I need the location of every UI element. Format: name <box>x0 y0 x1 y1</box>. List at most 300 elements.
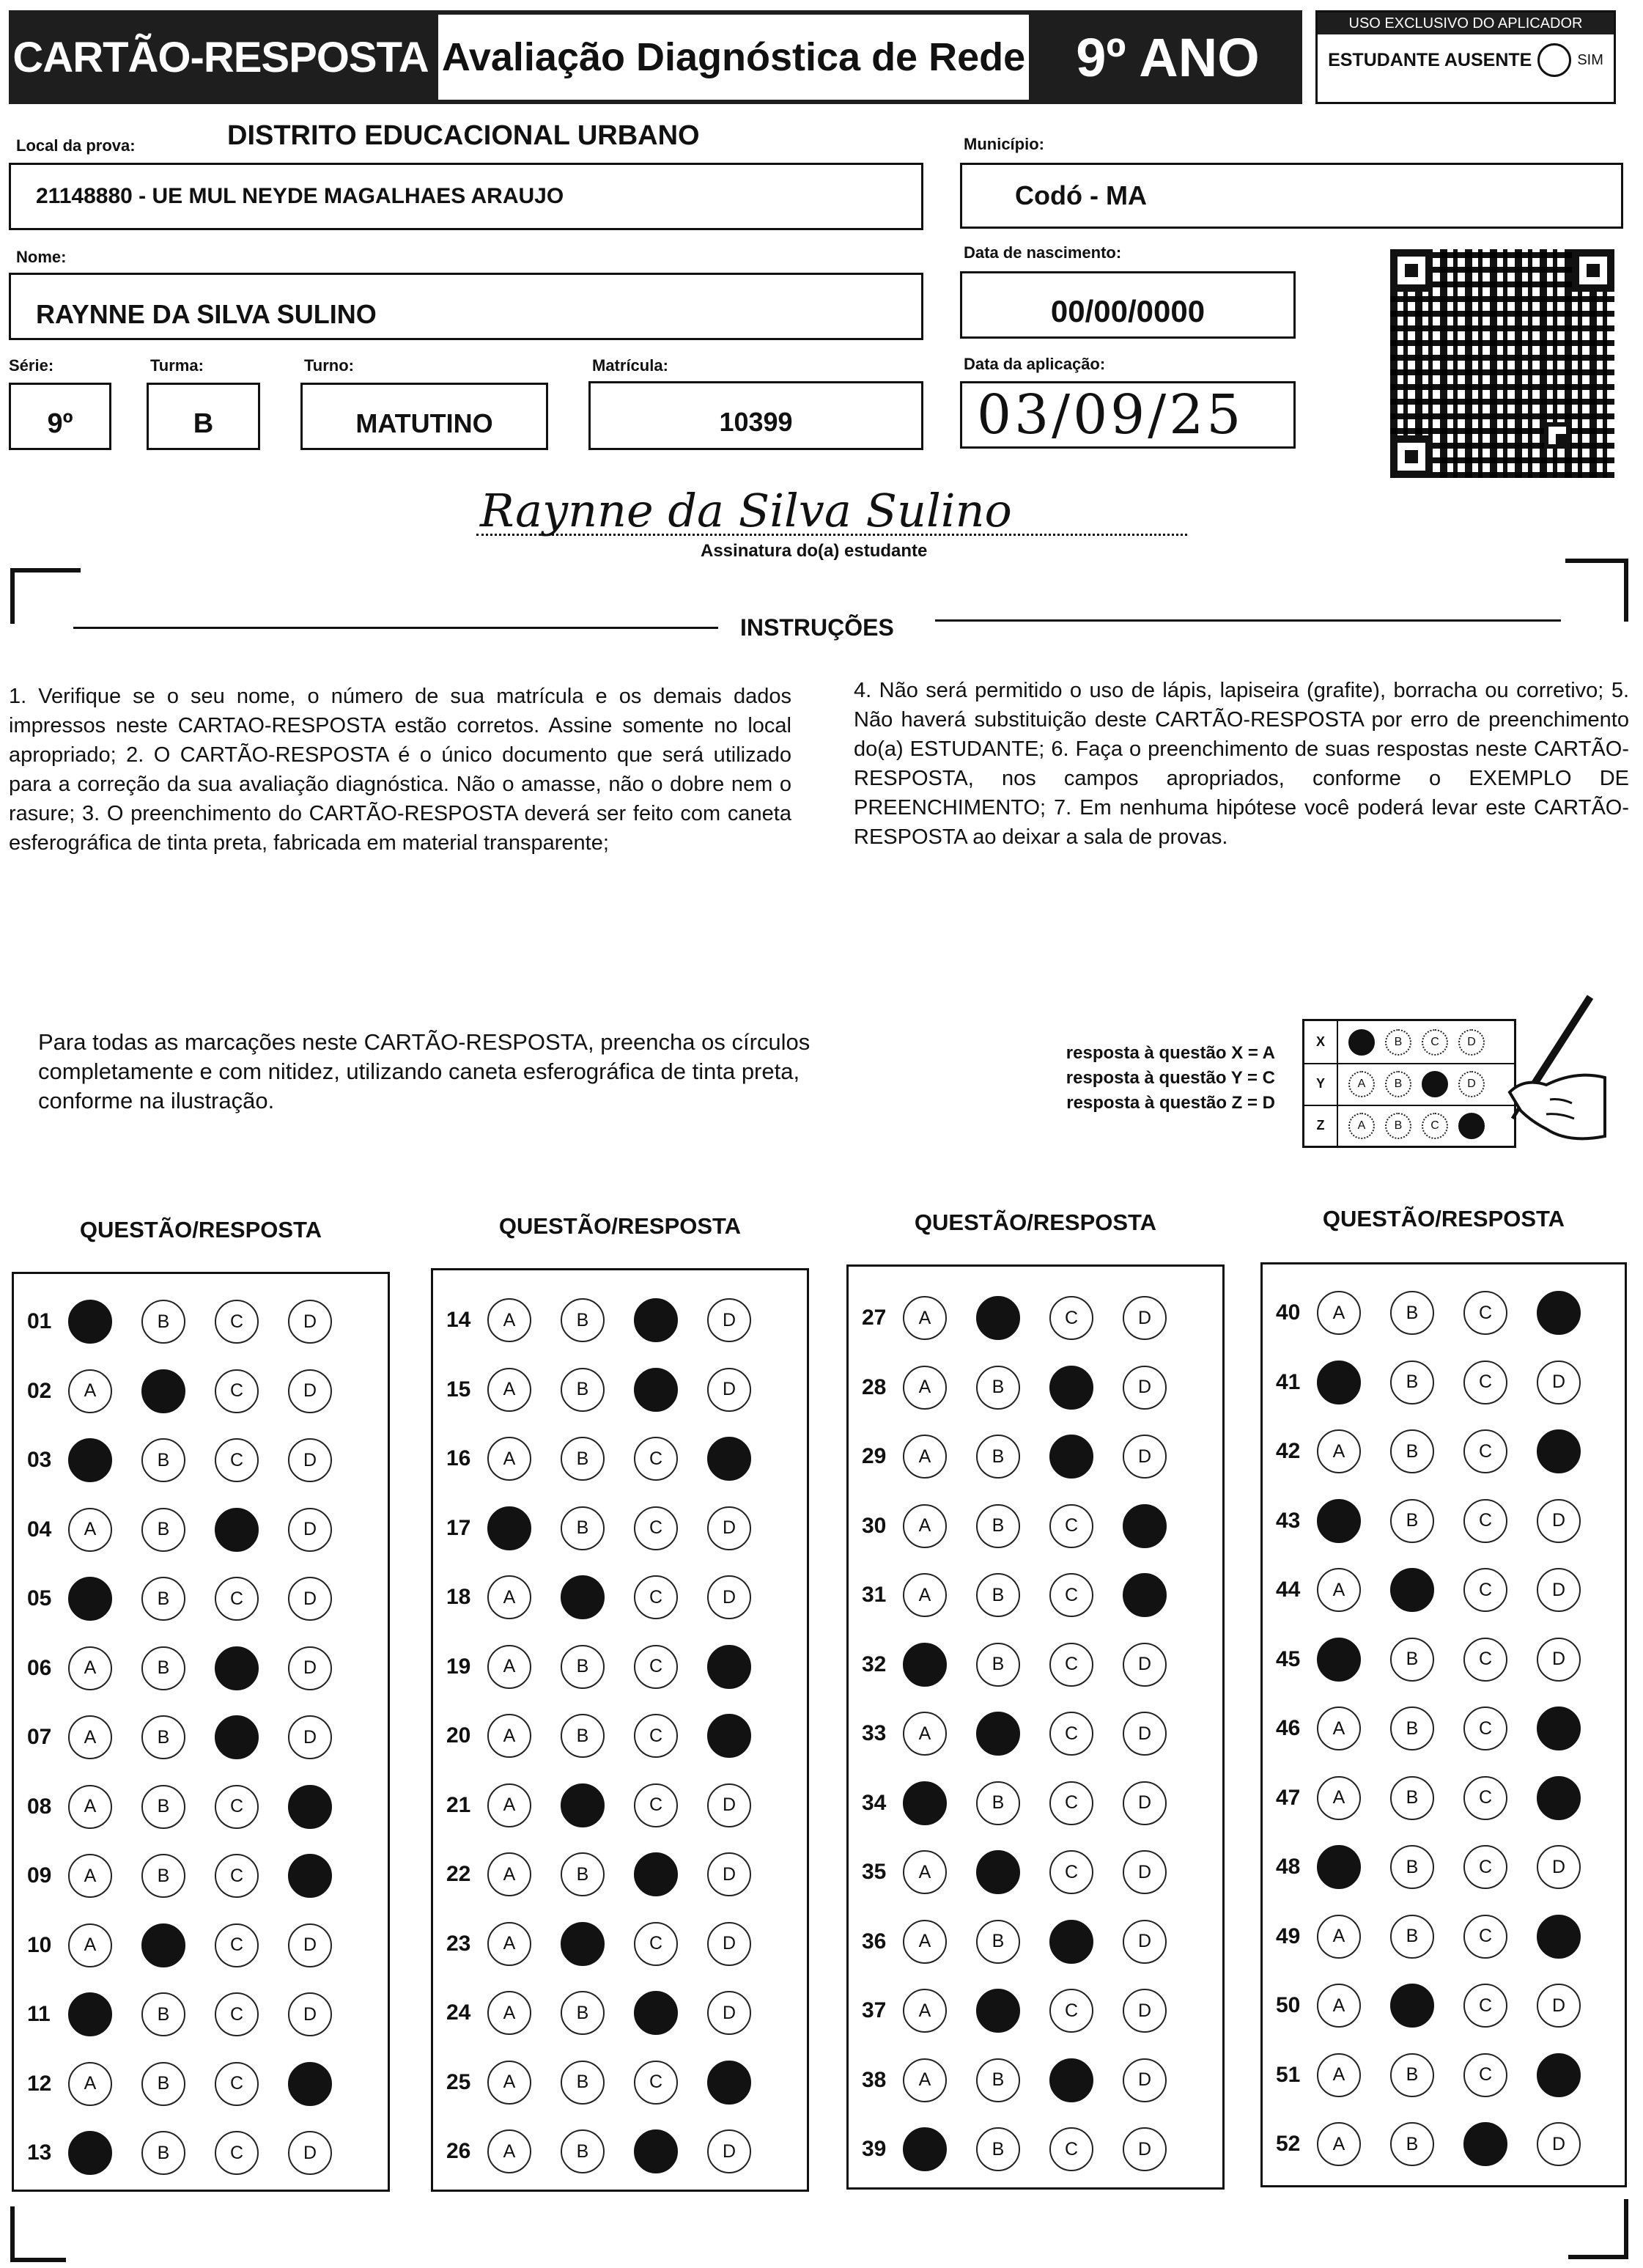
answer-bubble-b[interactable]: B <box>141 2062 185 2106</box>
answer-bubble-b[interactable]: B <box>561 1991 605 2035</box>
question-number: 21 <box>446 1792 471 1817</box>
answer-bubble-c[interactable]: C <box>1463 1429 1507 1473</box>
question-row <box>1263 1291 1625 1335</box>
example-bubble-d: D <box>1458 1071 1485 1097</box>
answer-bubble-d[interactable] <box>288 2062 332 2106</box>
answer-bubble-d[interactable] <box>707 1437 751 1481</box>
answer-bubble-d[interactable]: D <box>1123 1643 1167 1687</box>
question-number: 39 <box>862 2137 887 2161</box>
answer-bubble-a[interactable]: A <box>68 1785 112 1829</box>
answer-bubble-b[interactable] <box>976 1989 1020 2033</box>
answer-bubble-c[interactable] <box>634 1991 678 2035</box>
answer-bubble-c[interactable]: C <box>215 2131 259 2175</box>
answer-bubble-c[interactable]: C <box>1463 1361 1507 1404</box>
answer-bubble-b[interactable]: B <box>1390 1845 1434 1889</box>
answer-bubble-b[interactable]: B <box>1390 1915 1434 1959</box>
question-number: 16 <box>446 1446 471 1470</box>
answer-bubble-b[interactable]: B <box>561 1852 605 1896</box>
answer-column <box>12 1272 390 2192</box>
example-bubble-a: A <box>1348 1113 1375 1139</box>
answer-bubble-b[interactable]: B <box>561 1506 605 1550</box>
answer-bubble-a[interactable]: A <box>68 2062 112 2106</box>
answer-bubble-a[interactable] <box>903 1781 947 1825</box>
answer-bubble-d[interactable]: D <box>1123 1920 1167 1964</box>
answer-bubble-c[interactable] <box>1049 2058 1093 2102</box>
answer-bubble-d[interactable]: D <box>288 1369 332 1413</box>
answer-bubble-c[interactable]: C <box>1049 1643 1093 1687</box>
answer-bubble-b[interactable] <box>976 1296 1020 1340</box>
answer-bubble-a[interactable]: A <box>903 1504 947 1548</box>
question-number: 38 <box>862 2067 887 2092</box>
answer-bubble-c[interactable]: C <box>215 1854 259 1898</box>
answer-bubble-a[interactable]: A <box>903 1435 947 1479</box>
instructions-rule-left <box>73 627 718 629</box>
answer-bubble-c[interactable] <box>1049 1920 1093 1964</box>
answer-bubble-b[interactable]: B <box>141 1646 185 1690</box>
answer-bubble-d[interactable]: D <box>1537 1361 1581 1404</box>
nascimento-label: Data de nascimento: <box>964 243 1122 262</box>
answer-bubble-d[interactable]: D <box>288 1300 332 1344</box>
answer-bubble-a[interactable] <box>1317 1845 1361 1889</box>
question-number: 05 <box>27 1586 52 1610</box>
answer-bubble-c[interactable]: C <box>1049 1850 1093 1894</box>
answer-bubble-a[interactable]: A <box>68 1923 112 1967</box>
answer-bubble-b[interactable]: B <box>561 1437 605 1481</box>
question-row <box>433 1437 807 1481</box>
answer-bubble-c[interactable]: C <box>634 1922 678 1966</box>
matricula-value: 10399 <box>719 407 793 437</box>
answer-bubble-a[interactable]: A <box>903 1920 947 1964</box>
answer-bubble-b[interactable]: B <box>561 2129 605 2173</box>
example-bubble-b: B <box>1385 1071 1411 1097</box>
answer-bubble-b[interactable] <box>561 1922 605 1966</box>
answer-bubble-a[interactable] <box>1317 1499 1361 1543</box>
answer-bubble-d[interactable]: D <box>1123 1366 1167 1410</box>
answer-bubble-c[interactable]: C <box>1463 1915 1507 1959</box>
answer-bubble-b[interactable]: B <box>141 1785 185 1829</box>
answer-bubble-a[interactable]: A <box>68 1715 112 1759</box>
answer-bubble-a[interactable]: A <box>1317 1706 1361 1750</box>
question-number: 40 <box>1276 1300 1301 1325</box>
signature-line <box>476 534 1187 536</box>
answer-bubble-a[interactable]: A <box>1317 1568 1361 1612</box>
corner-bottom-right <box>1568 2199 1628 2259</box>
question-number: 41 <box>1276 1369 1301 1394</box>
answer-bubble-c[interactable]: C <box>1049 1712 1093 1756</box>
answer-bubble-d[interactable] <box>707 2061 751 2105</box>
answer-bubble-a[interactable]: A <box>487 1714 531 1758</box>
answer-bubble-c[interactable]: C <box>1049 1573 1093 1617</box>
answer-bubble-a[interactable]: A <box>487 1852 531 1896</box>
question-row <box>433 2129 807 2173</box>
question-row <box>1263 1915 1625 1959</box>
answer-bubble-b[interactable] <box>1390 1568 1434 1612</box>
answer-bubble-c[interactable] <box>1049 1435 1093 1479</box>
answer-bubble-c[interactable]: C <box>1463 1984 1507 2028</box>
answer-bubble-d[interactable] <box>1537 1291 1581 1335</box>
instructions-title: INSTRUÇÕES <box>740 614 894 641</box>
question-row <box>433 1575 807 1619</box>
question-number: 14 <box>446 1308 471 1332</box>
answer-bubble-b[interactable] <box>141 1369 185 1413</box>
answer-bubble-b[interactable]: B <box>1390 1361 1434 1404</box>
answer-bubble-a[interactable] <box>903 1643 947 1687</box>
answer-bubble-c[interactable]: C <box>1463 1845 1507 1889</box>
answer-bubble-b[interactable]: B <box>561 1298 605 1342</box>
question-number: 26 <box>446 2139 471 2163</box>
answer-bubble-c[interactable]: C <box>1463 1776 1507 1820</box>
answer-bubble-b[interactable]: B <box>976 1504 1020 1548</box>
answer-bubble-d[interactable]: D <box>1123 1850 1167 1894</box>
answer-bubble-c[interactable]: C <box>634 1645 678 1689</box>
answer-bubble-c[interactable]: C <box>634 1783 678 1827</box>
answer-bubble-d[interactable] <box>1123 1504 1167 1548</box>
answer-bubble-b[interactable]: B <box>976 1920 1020 1964</box>
turma-value: B <box>193 408 214 439</box>
answer-bubble-d[interactable] <box>1537 2053 1581 2097</box>
answer-bubble-a[interactable]: A <box>68 1369 112 1413</box>
answer-bubble-b[interactable] <box>1390 1984 1434 2028</box>
answer-bubble-b[interactable]: B <box>1390 2053 1434 2097</box>
answer-bubble-d[interactable]: D <box>288 1438 332 1482</box>
question-row <box>1263 1706 1625 1750</box>
answer-bubble-d[interactable] <box>288 1854 332 1898</box>
answer-bubble-d[interactable] <box>707 1714 751 1758</box>
answer-bubble-b[interactable]: B <box>141 1300 185 1344</box>
question-row <box>433 1991 807 2035</box>
question-row <box>849 1781 1222 1825</box>
answer-bubble-c[interactable] <box>215 1715 259 1759</box>
question-row <box>14 1438 388 1482</box>
answer-bubble-d[interactable]: D <box>1537 1568 1581 1612</box>
question-row <box>433 1783 807 1827</box>
question-number: 29 <box>862 1444 887 1468</box>
question-number: 04 <box>27 1517 52 1542</box>
question-row <box>433 1506 807 1550</box>
answer-bubble-d[interactable]: D <box>1123 2058 1167 2102</box>
instructions-left: 1. Verifique se o seu nome, o número de sua matrícula e os demais dados impressos neste CARTAO-RESPOSTA estão corretos. Assine somente no local apropriado; 2. O CARTÃO-RESPOSTA é o único documento que será utilizado para a correção da sua avaliação diagnóstica. Não o amasse, não o dobre nem o rasure; 3. O preenchimento do CARTÃO-RESPOSTA deverá ser feito com caneta esferográfica de tinta preta, fabricada em material transparente; <box>9 685 791 855</box>
answer-bubble-a[interactable]: A <box>903 2058 947 2102</box>
answer-bubble-d[interactable]: D <box>707 1922 751 1966</box>
question-row <box>1263 1845 1625 1889</box>
answer-bubble-b[interactable]: B <box>1390 1776 1434 1820</box>
answer-bubble-d[interactable]: D <box>707 1298 751 1342</box>
answer-bubble-d[interactable]: D <box>1123 1296 1167 1340</box>
district-name: DISTRITO EDUCACIONAL URBANO <box>227 120 700 151</box>
answer-bubble-c[interactable]: C <box>215 1369 259 1413</box>
answer-bubble-d[interactable]: D <box>288 1715 332 1759</box>
nome-field <box>9 273 923 340</box>
question-row <box>14 1992 388 2036</box>
answer-bubble-a[interactable] <box>1317 1638 1361 1682</box>
answer-bubble-d[interactable]: D <box>1123 1781 1167 1825</box>
answer-bubble-c[interactable]: C <box>1049 1989 1093 2033</box>
answer-bubble-a[interactable] <box>68 2131 112 2175</box>
answer-bubble-a[interactable] <box>68 1577 112 1621</box>
answer-bubble-b[interactable]: B <box>976 1781 1020 1825</box>
question-number: 51 <box>1276 2062 1301 2087</box>
answer-bubble-c[interactable]: C <box>215 1577 259 1621</box>
answer-bubble-b[interactable]: B <box>141 1992 185 2036</box>
answer-bubble-d[interactable]: D <box>288 1508 332 1552</box>
answer-bubble-a[interactable]: A <box>487 2061 531 2105</box>
answer-bubble-d[interactable] <box>1123 1573 1167 1617</box>
answer-bubble-d[interactable] <box>1537 1776 1581 1820</box>
answer-bubble-d[interactable]: D <box>1123 1989 1167 2033</box>
answer-bubble-a[interactable]: A <box>1317 2053 1361 2097</box>
corner-top-left <box>10 568 81 624</box>
answer-bubble-b[interactable]: B <box>561 1645 605 1689</box>
question-row <box>14 1715 388 1759</box>
question-row <box>433 1645 807 1689</box>
answer-bubble-c[interactable]: C <box>1049 1781 1093 1825</box>
question-row <box>1263 1429 1625 1473</box>
answer-bubble-d[interactable]: D <box>1537 1499 1581 1543</box>
answer-bubble-a[interactable]: A <box>487 2129 531 2173</box>
answer-bubble-b[interactable]: B <box>976 1643 1020 1687</box>
example-bubble-b: B <box>1385 1029 1411 1056</box>
answer-bubble-c[interactable]: C <box>215 2062 259 2106</box>
serie-label: Série: <box>9 356 54 375</box>
answer-bubble-b[interactable] <box>141 1923 185 1967</box>
answer-bubble-b[interactable]: B <box>141 1577 185 1621</box>
answer-bubble-c[interactable]: C <box>1463 2053 1507 2097</box>
answer-bubble-c[interactable]: C <box>215 1992 259 2036</box>
column-title: QUESTÃO/RESPOSTA <box>914 1210 1157 1235</box>
question-number: 24 <box>446 2000 471 2025</box>
answer-bubble-c[interactable] <box>634 1852 678 1896</box>
question-number: 36 <box>862 1929 887 1954</box>
answer-bubble-c[interactable]: C <box>1463 1291 1507 1335</box>
answer-bubble-d[interactable]: D <box>288 1992 332 2036</box>
answer-bubble-d[interactable]: D <box>288 1577 332 1621</box>
answer-bubble-b[interactable]: B <box>976 1573 1020 1617</box>
question-row <box>849 2058 1222 2102</box>
question-row <box>849 1850 1222 1894</box>
answer-column <box>846 1264 1225 2190</box>
question-number: 37 <box>862 1998 887 2022</box>
example-row-key: Y <box>1304 1063 1338 1105</box>
local-value: 21148880 - UE MUL NEYDE MAGALHAES ARAUJO <box>36 184 564 208</box>
answer-bubble-c[interactable]: C <box>1049 2127 1093 2171</box>
question-number: 33 <box>862 1721 887 1745</box>
answer-bubble-a[interactable]: A <box>487 1368 531 1412</box>
question-row <box>14 1785 388 1829</box>
answer-bubble-a[interactable]: A <box>487 1575 531 1619</box>
answer-bubble-a[interactable]: A <box>487 1298 531 1342</box>
answer-bubble-a[interactable]: A <box>1317 2122 1361 2166</box>
municipio-value: Codó - MA <box>1015 180 1147 210</box>
question-number: 42 <box>1276 1439 1301 1463</box>
answer-bubble-b[interactable] <box>976 1850 1020 1894</box>
absent-row <box>1318 34 1614 86</box>
answer-bubble-d[interactable]: D <box>1537 2122 1581 2166</box>
answer-bubble-d[interactable]: D <box>707 1575 751 1619</box>
answer-bubble-b[interactable]: B <box>976 1435 1020 1479</box>
answer-bubble-a[interactable]: A <box>1317 1984 1361 2028</box>
answer-bubble-a[interactable] <box>1317 1361 1361 1404</box>
answer-column <box>431 1268 809 2192</box>
answer-bubble-a[interactable]: A <box>1317 1776 1361 1820</box>
answer-bubble-c[interactable] <box>215 1646 259 1690</box>
question-row <box>433 1852 807 1896</box>
answer-bubble-d[interactable]: D <box>1123 1435 1167 1479</box>
answer-bubble-b[interactable]: B <box>141 2131 185 2175</box>
qr-code <box>1390 249 1614 478</box>
serie-field <box>9 383 111 450</box>
answer-bubble-a[interactable]: A <box>1317 1915 1361 1959</box>
question-row <box>849 1366 1222 1410</box>
answer-bubble-b[interactable]: B <box>976 1366 1020 1410</box>
answer-bubble-c[interactable] <box>215 1508 259 1552</box>
answer-bubble-d[interactable]: D <box>707 1506 751 1550</box>
answer-bubble-c[interactable]: C <box>634 1714 678 1758</box>
answer-bubble-c[interactable]: C <box>1463 1568 1507 1612</box>
answer-bubble-a[interactable] <box>487 1506 531 1550</box>
answer-bubble-a[interactable]: A <box>68 1646 112 1690</box>
answer-bubble-a[interactable]: A <box>487 1991 531 2035</box>
question-row <box>1263 1499 1625 1543</box>
turno-field <box>300 383 548 450</box>
answer-bubble-b[interactable]: B <box>141 1438 185 1482</box>
answer-bubble-a[interactable] <box>68 1300 112 1344</box>
answer-bubble-c[interactable]: C <box>215 1923 259 1967</box>
answer-bubble-c[interactable] <box>634 1368 678 1412</box>
question-number: 47 <box>1276 1785 1301 1810</box>
column-title: QUESTÃO/RESPOSTA <box>498 1213 742 1239</box>
answer-bubble-d[interactable]: D <box>707 1783 751 1827</box>
answer-bubble-a[interactable]: A <box>1317 1429 1361 1473</box>
question-row <box>14 1646 388 1690</box>
example-text: Para todas as marcações neste CARTÃO-RESPOSTA, preencha os círculos completamente e com nitidez, utilizando caneta esferográfica de tinta preta, conforme na ilustração. <box>38 1029 811 1113</box>
answer-bubble-c[interactable]: C <box>1463 1706 1507 1750</box>
question-row <box>433 1298 807 1342</box>
question-number: 52 <box>1276 2132 1301 2156</box>
answer-bubble-d[interactable] <box>707 1645 751 1689</box>
question-number: 02 <box>27 1378 52 1403</box>
question-number: 06 <box>27 1655 52 1680</box>
answer-bubble-c[interactable] <box>1049 1366 1093 1410</box>
answer-bubble-c[interactable]: C <box>634 1437 678 1481</box>
answer-bubble-c[interactable]: C <box>1463 1499 1507 1543</box>
answer-bubble-a[interactable]: A <box>1317 1291 1361 1335</box>
answer-bubble-d[interactable]: D <box>707 2129 751 2173</box>
answer-bubble-d[interactable]: D <box>707 1368 751 1412</box>
answer-bubble-c[interactable]: C <box>215 1300 259 1344</box>
answer-bubble-a[interactable]: A <box>903 1850 947 1894</box>
answer-bubble-d[interactable] <box>1537 1706 1581 1750</box>
answer-bubble-c[interactable] <box>634 1298 678 1342</box>
answer-bubble-a[interactable]: A <box>487 1783 531 1827</box>
answer-bubble-a[interactable]: A <box>903 1296 947 1340</box>
answer-bubble-b[interactable] <box>561 1575 605 1619</box>
answer-bubble-d[interactable]: D <box>288 1923 332 1967</box>
nome-label: Nome: <box>16 248 67 266</box>
question-row <box>849 1573 1222 1617</box>
answer-bubble-a[interactable]: A <box>68 1508 112 1552</box>
answer-bubble-d[interactable] <box>1537 1429 1581 1473</box>
answer-bubble-b[interactable]: B <box>141 1715 185 1759</box>
answer-bubble-b[interactable]: B <box>561 1714 605 1758</box>
answer-bubble-a[interactable]: A <box>68 1854 112 1898</box>
answer-bubble-d[interactable]: D <box>288 1646 332 1690</box>
answer-bubble-d[interactable]: D <box>288 2131 332 2175</box>
answer-bubble-c[interactable]: C <box>1049 1296 1093 1340</box>
answer-bubble-c[interactable]: C <box>1049 1504 1093 1548</box>
answer-bubble-b[interactable]: B <box>561 1368 605 1412</box>
answer-bubble-c[interactable]: C <box>634 1575 678 1619</box>
answer-bubble-a[interactable] <box>68 1438 112 1482</box>
answer-bubble-c[interactable]: C <box>1463 1638 1507 1682</box>
answer-bubble-b[interactable]: B <box>141 1854 185 1898</box>
example-bubble-c <box>1422 1071 1448 1097</box>
question-row <box>14 1854 388 1898</box>
answer-bubble-d[interactable] <box>288 1785 332 1829</box>
answer-bubble-d[interactable] <box>1537 1915 1581 1959</box>
answer-bubble-d[interactable]: D <box>1537 1845 1581 1889</box>
answer-bubble-b[interactable]: B <box>1390 1429 1434 1473</box>
answer-bubble-a[interactable]: A <box>487 1437 531 1481</box>
answer-bubble-c[interactable]: C <box>215 1785 259 1829</box>
answer-bubble-c[interactable] <box>634 2129 678 2173</box>
card-title: CARTÃO-RESPOSTA <box>9 10 432 104</box>
answer-bubble-a[interactable]: A <box>487 1645 531 1689</box>
answer-bubble-d[interactable]: D <box>1123 2127 1167 2171</box>
answer-bubble-b[interactable]: B <box>1390 2122 1434 2166</box>
question-row <box>849 1643 1222 1687</box>
corner-bottom-left <box>10 2206 66 2262</box>
answer-bubble-c[interactable]: C <box>634 2061 678 2105</box>
answer-bubble-b[interactable]: B <box>1390 1638 1434 1682</box>
answer-bubble-c[interactable]: C <box>215 1438 259 1482</box>
column-title: QUESTÃO/RESPOSTA <box>1322 1206 1565 1231</box>
answer-bubble-d[interactable]: D <box>707 1991 751 2035</box>
applicator-box <box>1315 10 1616 104</box>
turno-label: Turno: <box>304 356 355 375</box>
question-number: 22 <box>446 1862 471 1886</box>
answer-bubble-b[interactable]: B <box>1390 1706 1434 1750</box>
question-row <box>14 2062 388 2106</box>
question-row <box>433 1922 807 1966</box>
answer-bubble-b[interactable]: B <box>1390 1499 1434 1543</box>
answer-bubble-d[interactable]: D <box>707 1852 751 1896</box>
answer-bubble-a[interactable] <box>68 1992 112 2036</box>
answer-bubble-a[interactable]: A <box>903 1366 947 1410</box>
answer-bubble-b[interactable] <box>561 1783 605 1827</box>
answer-bubble-a[interactable] <box>903 2127 947 2171</box>
answer-bubble-b[interactable]: B <box>976 2127 1020 2171</box>
absent-checkbox[interactable] <box>1537 43 1571 77</box>
answer-bubble-a[interactable]: A <box>903 1989 947 2033</box>
answer-bubble-c[interactable]: C <box>634 1506 678 1550</box>
answer-bubble-d[interactable]: D <box>1537 1984 1581 2028</box>
question-number: 19 <box>446 1654 471 1679</box>
answer-bubble-a[interactable]: A <box>903 1712 947 1756</box>
absent-label: ESTUDANTE AUSENTE <box>1328 49 1532 70</box>
answer-bubble-d[interactable]: D <box>1123 1712 1167 1756</box>
aplicacao-value: 03/09/25 <box>977 383 1244 446</box>
answer-bubble-b[interactable] <box>976 1712 1020 1756</box>
answer-bubble-a[interactable]: A <box>903 1573 947 1617</box>
answer-bubble-a[interactable]: A <box>487 1922 531 1966</box>
answer-bubble-d[interactable]: D <box>1537 1638 1581 1682</box>
answer-bubble-b[interactable]: B <box>141 1508 185 1552</box>
answer-bubble-b[interactable]: B <box>976 2058 1020 2102</box>
answer-bubble-b[interactable]: B <box>1390 1291 1434 1335</box>
answer-bubble-b[interactable]: B <box>561 2061 605 2105</box>
answer-bubble-c[interactable] <box>1463 2122 1507 2166</box>
column-title: QUESTÃO/RESPOSTA <box>79 1217 322 1242</box>
